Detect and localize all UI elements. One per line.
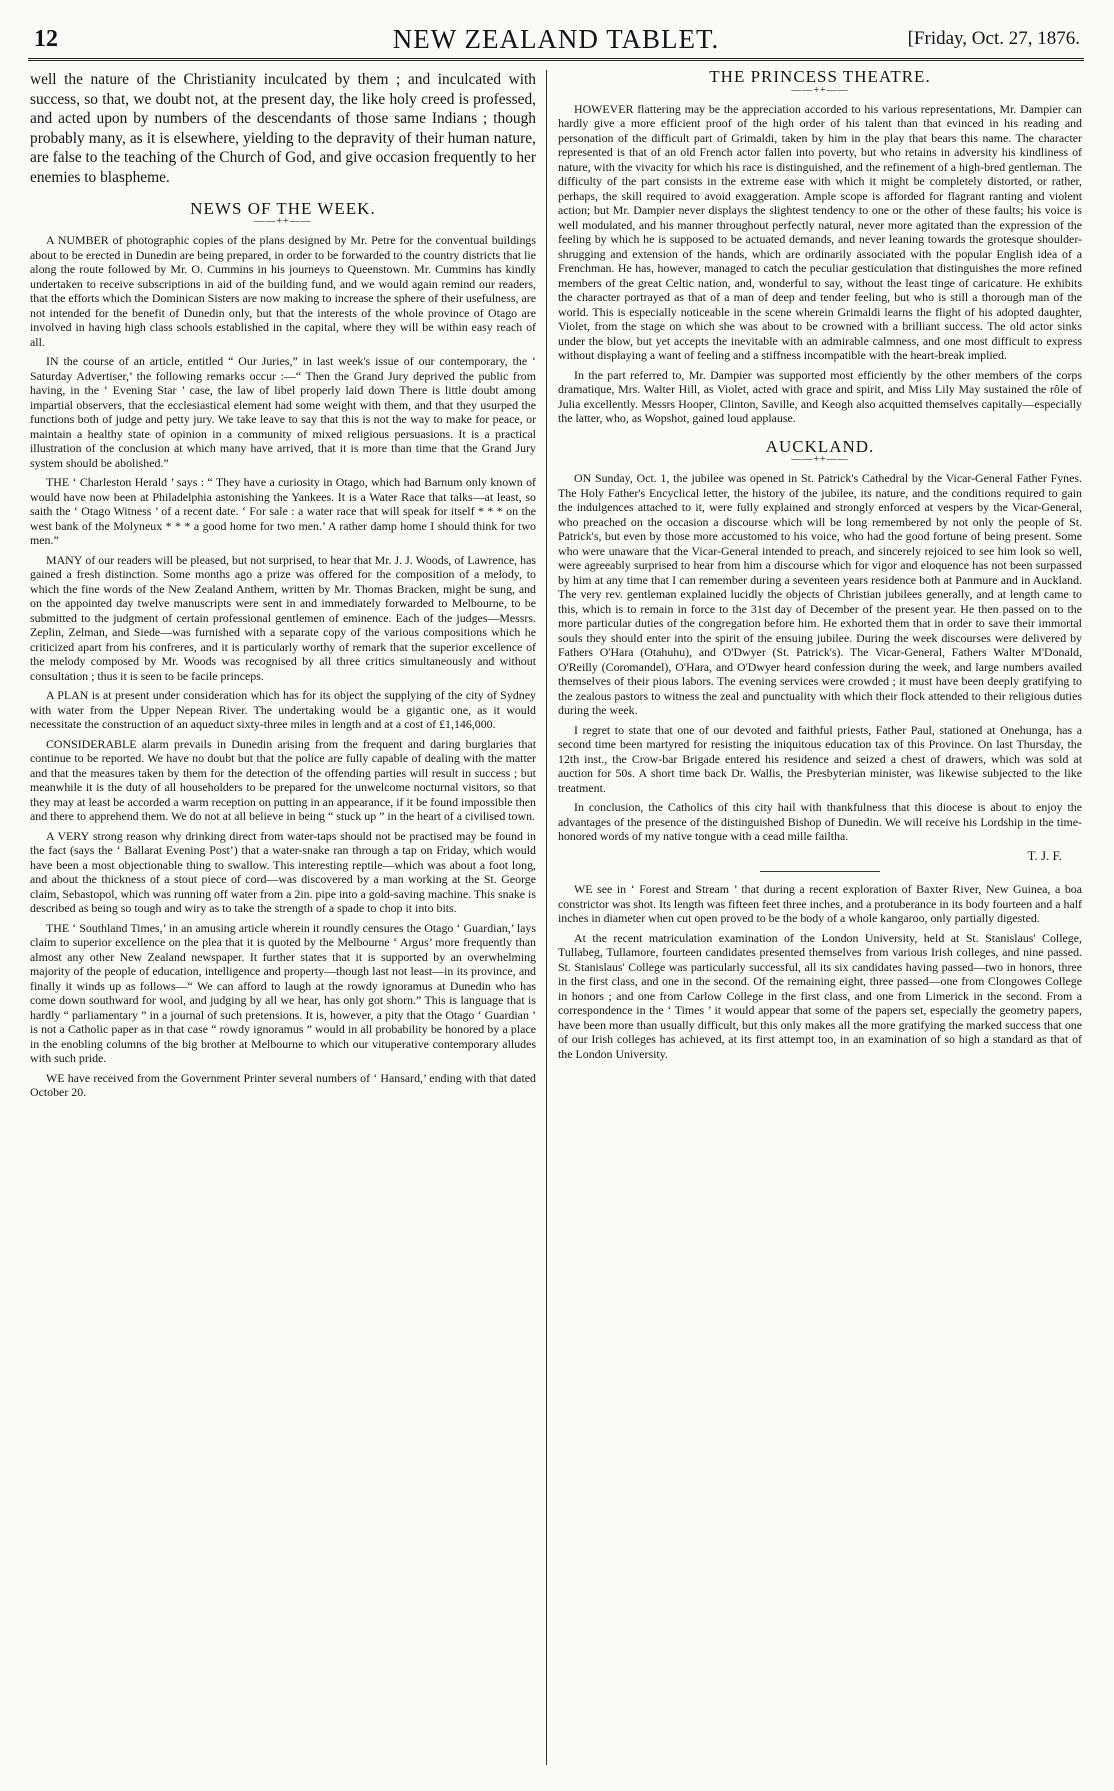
continued-article-text: well the nature of the Christianity inculcated by them ; and inculcated with success, so that, we doubt not, at the present day, the like holy creed is professed, and acted upon by numbers of the descendants of those same Indians ; though probably many, as it is elsewhere, yielding to the depravity of their human nature, are false to the teaching of the Church of God, and give occasion frequently to her enemies to blaspheme. [30, 71, 536, 186]
theatre-article [558, 102, 1082, 426]
paragraph-lead-words: IN [46, 354, 59, 369]
masthead [28, 18, 1084, 61]
section-separator [760, 871, 880, 872]
paragraph-lead-words: A PLAN [46, 688, 89, 703]
article-paragraph [30, 233, 536, 349]
paragraph-text: WE see in ‘ Forest and Stream ’ that during a recent exploration of Baxter River, New Guinea, a boa constrictor was shot. Its length was fifteen feet three inches, and a protuberance in its body fourteen and a half inches in diameter when cut open proved to be the body of a whole kangaroo, only partially digested. [558, 882, 1082, 925]
paragraph-text: ‘ Southland Times,’ in an amusing article wherein it roundly censures the Otago ‘ Guardian,’ lays claim to superior excellence on the plea that it is quoted by the Melbourne ‘ Argus’ more frequently than almost any other New Zealand newspaper. It further states that it is supported by an overwhelming majority of the people of education, intelligence and property—though last not least—in its province, and finally it winds up as follows—“ We can afford to laugh at the rowdy ignoramus at Dunedin who has come down southward for wool, and judging by all we hear, has only got shorn.” This is language that is hardly “ parliamentary ” in a journal of such pretensions. It is, however, a pity that the Otago ‘ Guardian ’ is not a Catholic paper as in that case “ rowdy ignoramus ” would in all probability be honored by a place in the enobling columns of the big brother at Melbourne to which our vituperative contemporary alludes with such pride. [30, 920, 536, 1066]
paragraph-text: flattering may be the appreciation accorded to his various representations, Mr. Dampier can hardly give a more efficient proof of the high order of his talent than that evinced in his reading and personation of the difficult part of Grimaldi, taken by him in the play that bears this name. The character represented is that of an old French actor fallen into poverty, but who retains in adversity his kindliness of nature, with the vivacity for which his race is distinguished, and the refinement of a high-bred gentleman. The difficulty of the part consists in the extreme ease with which it might be completely distorted, or rather, perhaps, the skill required to avoid exaggeration. Ample scope is afforded for flagrant ranting and violent action; but Mr. Dampier never displays the slightest tendency to one or the other of these faults; his voice is well modulated, and his manner throughout perfectly natural, never more agitated than the expression of the feeling by which he is supposed to be actuated demands, and never leaning towards the grotesque shoulder-shrugging and extension of the hands, which are ordinarily associated with the popular English idea of a Frenchman. He has, however, managed to catch the peculiar gesticulation that distinguishes the more refined members of the great Celtic nation, and, wonderful to say, without the least tinge of caricature. He exhibits the character portrayed as that of a man of deep and tender feeling, but who is still a thorough man of the world. This is especially noticeable in the scene wherein Grimaldi learns the flight of his adopted daughter, Violet, from the stage on which she was about to be crowned with a brilliant success. The old actor sinks under the blow, but yet accepts the inevitable with an admirable calmness, and one most difficult to express without displaying a want of feeling and a stiffness incompatible with the heart-break implied. [558, 101, 1082, 362]
paragraph-lead-words: MANY [46, 552, 83, 567]
paragraph-lead-words: WE [46, 1070, 65, 1085]
newspaper-title: NEW ZEALAND TABLET. [392, 24, 720, 54]
paragraph-lead-words: HOWEVER [574, 101, 634, 116]
right-column [558, 70, 1082, 1770]
paragraph-lead-words: ON [574, 471, 592, 485]
auckland-heading: AUCKLAND. [765, 436, 875, 456]
paragraph-text: the course of an article, entitled “ Our Juries,” in last week's issue of our contemporary, the ‘ Saturday Advertiser,’ the following remarks occur :—“ Then the Grand Jury deprived the public from having, in the ‘ Evening Star ’ case, the law of libel properly laid down There is little doubt among impartial observers, that the ecclesiastical element had some weight with them, and that they usurped the functions both of judge and petty jury. We take leave to say that this is not the way to make for peace, or maintain a healthy state of opinion in a community of mixed religious persuasions. It is a practical illustration of the conclusion at which many have arrived, that it is more than time that the Grand Jury system should be abolished.” [30, 354, 536, 470]
ornament-divider: ——++—— [791, 454, 849, 465]
paragraph-text: strong reason why drinking direct from water-taps should not be practised may be found in the fact (says the ‘ Ballarat Evening Post’) that a water-snake ran through a tap on Friday, which would have been a most objectionable thing to swallow. This interesting reptile—which was about a foot long, and about the thickness of a stout piece of cord—was discovered by a man working at the St. George claim, Sebastopol, which was running off water from a 2in. pipe into a gold-saving machine. This snake is described as being so tough and wiry as to take the strength of a spade to chop it into bits. [30, 828, 536, 916]
paragraph-lead-words: A VERY [46, 828, 90, 843]
paragraph-text: In conclusion, the Catholics of this city hail with thankfulness that this diocese is about to enjoy the advantages of the presence of the distinguished Bishop of Dunedin. We will receive his Lordship in the time-honored words of my native tongue with a cead mille failtha. [558, 800, 1082, 843]
page-number: 12 [34, 26, 58, 52]
paragraph-lead-words: THE [46, 920, 70, 935]
auckland-article [558, 471, 1082, 844]
paragraph-text: In the part referred to, Mr. Dampier was supported most efficiently by the other members of the corps dramatique, Mrs. Walter Hill, as Violet, acted with grace and spirit, and Miss Lily May sustained the rôle of Julia excellently. Messrs Hooper, Clinton, Saville, and Keogh also acquitted themselves capitally—especially the latter, who, as Wopshot, gained loud applause. [558, 367, 1082, 425]
article-paragraph [558, 882, 1082, 926]
column-rule [546, 70, 547, 1765]
author-signature: T. J. F. [1027, 847, 1062, 863]
article-paragraph [30, 553, 536, 684]
paragraph-text: At the recent matriculation examination of the London University, held at St. Stanislaus' College, Tullabeg, Tullamore, fourteen candidates presented themselves from various Irish colleges, and nine passed. St. Stanislaus' College was particularly successful, all its six candidates having passed—two in honors, three in the first class, and one in the second. Of the remaining eight, three passed—one from Clongowes College in honors ; and one from Carlow College in the first class, and one from Limerick in the second. From a correspondence in the ‘ Times ’ it would appear that some of the papers set, especially the geometry papers, have been more than usually difficult, but this only makes all the more gratifying the marked success that one of our Irish colleges has achieved, at its first attempt too, in an examination of so high a standard as that of the London University. [558, 930, 1082, 1061]
paragraph-lead-words: CONSIDERABLE [46, 736, 137, 751]
paragraph-text: of photographic copies of the plans designed by Mr. Petre for the conventual buildings about to be erected in Dunedin are being prepared, in order to be forwarded to the country districts that lie along the route followed by Mr. O. Cummins in his journeys to Queenstown. Mr. Cummins has kindly undertaken to receive subscriptions in aid of the building fund, and we would again remind our readers, that the efforts which the Dominican Sisters are now making to increase the sphere of their usefulness, are not intended for the benefit of Dunedin only, but that the interests of the whole province of Otago are involved in having high class schools established in the capital, where they will be within easy reach of all. [30, 233, 536, 349]
ornament-divider: ——++—— [254, 216, 312, 228]
article-paragraph [558, 368, 1082, 426]
news-items [30, 233, 536, 1100]
left-column [30, 70, 536, 1770]
article-paragraph [30, 688, 536, 732]
article-paragraph [30, 354, 536, 470]
paragraph-text: alarm prevails in Dunedin arising from the frequent and daring burglaries that continue to be reported. We have no doubt but that the police are fully capable of dealing with the matter and that the measures taken by them for the detection of the offending parties will result in success ; but meanwhile it is the duty of all householders to be prepared for the unwelcome nocturnal visitors, so that they may at least be accorded a warm reception on putting in an appearance, if it be found impossible then and there to apprehend them. We do not at all believe in being “ stuck up ” in the heart of a civilised town. [30, 736, 536, 824]
article-paragraph [30, 1071, 536, 1100]
princess-theatre-heading: THE PRINCESS THEATRE. [709, 70, 931, 86]
article-paragraph [558, 102, 1082, 363]
ornament-divider: ——++—— [791, 84, 849, 96]
news-of-the-week-heading: NEWS OF THE WEEK. [190, 198, 376, 218]
paragraph-text: ‘ Charleston Herald ’ says : “ They have a curiosity in Otago, which had Barnum only known of would have now been at Philadelphia astonishing the Yankees. It is a Water Race that talks—at least, so saith the ‘ Otago Witness ’ of a recent date. ‘ For sale : a water race that will speak for itself * * * on the west bank of the Molyneux * * * a good home for two men.’ A rather damp home I should think for two men.” [30, 475, 536, 548]
article-paragraph [558, 471, 1082, 718]
article-paragraph [30, 737, 536, 824]
paragraph-text: Sunday, Oct. 1, the jubilee was opened in St. Patrick's Cathedral by the Vicar-General Father Fynes. The Holy Father's Encyclical letter, the history of the jubilee, its nature, and the conditions required to gain the indulgences attached to it, were fully explained and strongly enforced at vespers by the Vicar-General, who preached on the occasion a discourse which will be long remembered by not only the people of St. Patrick's, but even by those more accustomed to his voice, who had the good fortune of being present. Some who were unaware that the Vicar-General intended to preach, and sincerely rejoiced to see him look so well, were agreeably surprised to hear from him a discourse which for vigor and eloquence has not been surpassed by him at any time that I can remember during a seventeen years residence both at Panmure and in Auckland. The very rev. gentleman explained lucidly the objects of Christian jubilees generally, and at length came to this, which is to remain in force to the 31st day of December of the present year. He then passed on to the more particular duties of the congregation before him. He exhorted them that in order to save their immortal souls they should enter into the spirit of the ensuing jubilee. During the week discourses were delivered by Fathers O'Hara (Otahuhu), and O'Dwyer (St. Patrick's). The Vicar-General, Fathers Walter M'Donald, O'Reilly (Coromandel), O'Hara, and O'Dwyer heard confession during the week, and large numbers availed themselves of their pious labors. The evening services were crowded ; it must have been deeply gratifying to the zealous pastors to witness the zeal and punctuality with which their flock attended to their religious duties during the week. [558, 471, 1082, 717]
paragraph-text: have received from the Government Printer several numbers of ‘ Hansard,’ ending with that dated October 20. [30, 1070, 536, 1100]
paragraph-text: of our readers will be pleased, but not surprised, to hear that Mr. J. J. Woods, of Lawrence, has gained a fresh distinction. Some months ago a prize was offered for the composition of a melody, to which the fine words of the New Zealand Anthem, written by Mr. Thomas Bracken, might be sung, and on the appointed day twelve manuscripts were sent in and immediately forwarded to Melbourne, to be submitted to the judgment of certain professional gentlemen of eminence. Each of the judges—Messrs. Zeplin, Zelman, and Siede—was furnished with a separate copy of the various compositions which he criticized apart from his confreres, and it is particularly worthy of remark that the superior excellence of the melody composed by Mr. Woods was recognised by all three critics simultaneously and without consultation ; thus it is seen to be facile princeps. [30, 552, 536, 683]
paragraph-text: I regret to state that one of our devoted and faithful priests, Father Paul, stationed at Onehunga, has a second time been martyred for resisting the iniquitous education tax of this Province. On last Thursday, the 12th inst., the Crow-bar Brigade entered his residence and seized a chest of drawers, which was sold at auction for 50s. A short time back Dr. Wallis, the Presbyterian minister, was likewise subjected to the like treatment. [558, 722, 1082, 795]
paragraph-lead-words: THE [46, 475, 70, 490]
closing-items [558, 882, 1082, 1061]
issue-date: [Friday, Oct. 27, 1876. [907, 28, 1080, 49]
article-paragraph [558, 931, 1082, 1062]
article-paragraph [558, 800, 1082, 844]
article-paragraph [558, 723, 1082, 796]
article-paragraph [30, 829, 536, 916]
article-paragraph [30, 921, 536, 1066]
paragraph-lead-words: A NUMBER [46, 233, 109, 248]
article-paragraph [30, 475, 536, 548]
paragraph-text: is at present under consideration which has for its object the supplying of the city of Sydney with water from the Upper Nepean River. The undertaking would be a gigantic one, as it would necessitate the construction of an aqueduct sixty-three miles in length and at a cost of £1,146,000. [30, 688, 536, 732]
